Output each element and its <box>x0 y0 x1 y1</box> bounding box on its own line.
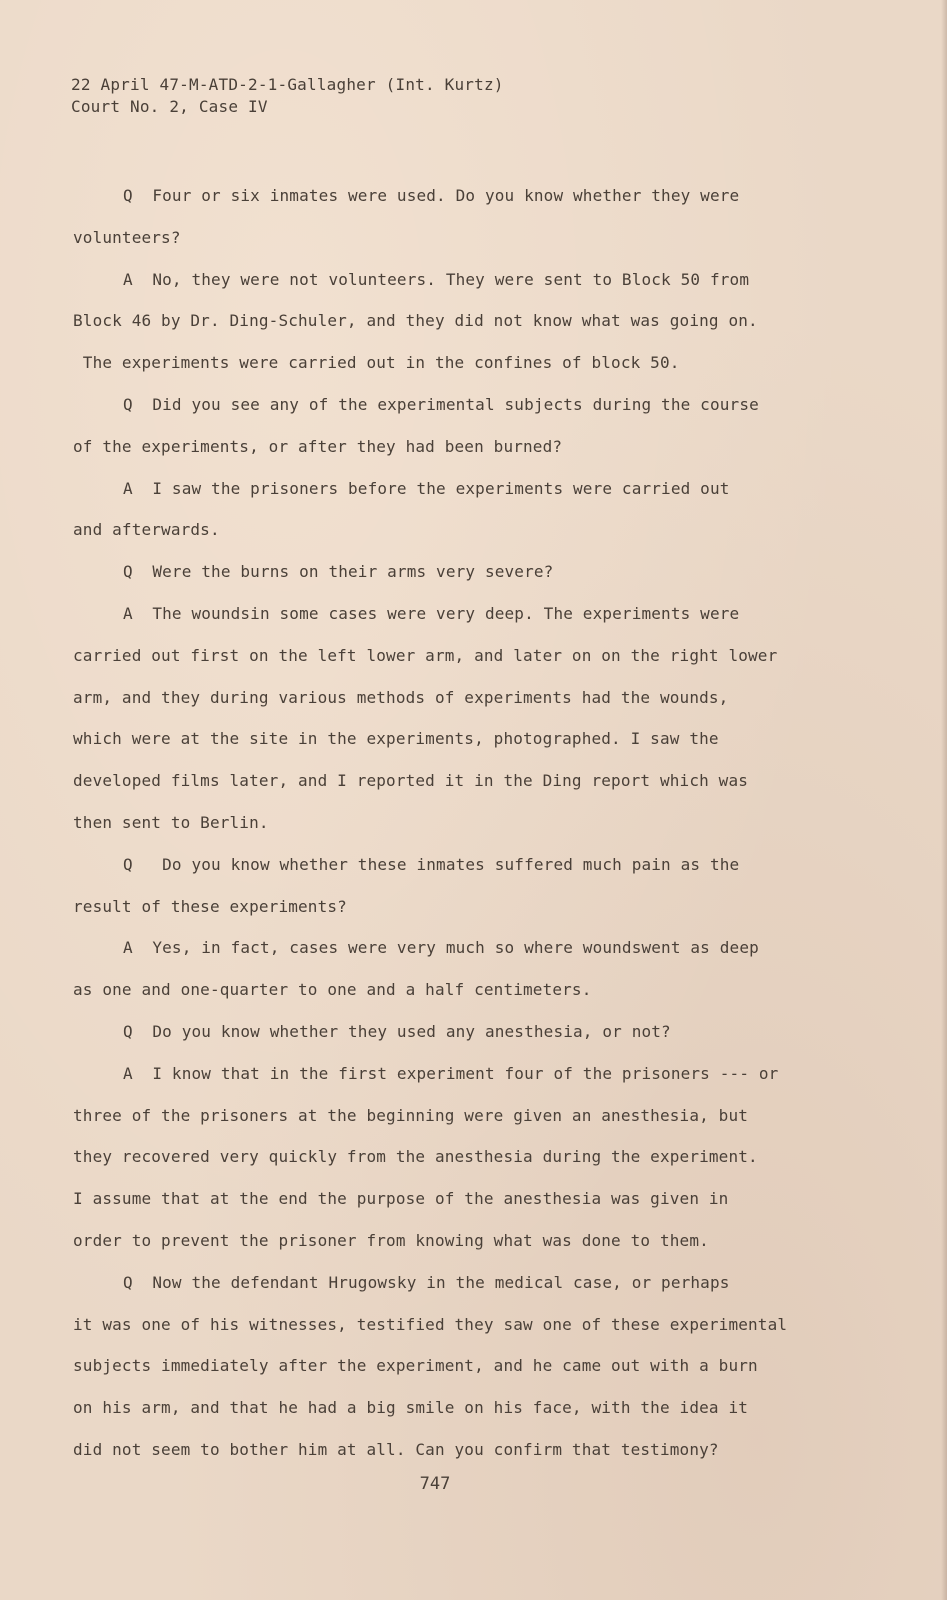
transcript-line: they recovered very quickly from the anesthesia during the experiment. <box>73 1147 758 1167</box>
transcript-line: of the experiments, or after they had been burned? <box>73 436 563 456</box>
transcript-line: subjects immediately after the experiment, and he came out with a burn <box>73 1356 758 1376</box>
transcript-line: Q Four or six inmates were used. Do you know whether they were <box>123 186 740 205</box>
transcript-paragraph <box>73 1011 833 1053</box>
transcript-paragraph <box>73 1053 833 1262</box>
transcript-line: I assume that at the end the purpose of the anesthesia was given in <box>73 1189 729 1209</box>
transcript-line: Q Did you see any of the experimental subjects during the course <box>123 394 759 414</box>
transcript-paragraph <box>73 551 833 593</box>
transcript-line: it was one of his witnesses, testified they saw one of these experimental <box>73 1314 788 1334</box>
transcript-line: developed films later, and I reported it in the Ding report which was <box>73 771 749 791</box>
transcript-line: Q Were the burns on their arms very severe? <box>123 562 554 582</box>
page-number: 747 <box>419 1474 451 1494</box>
transcript-line: Q Now the defendant Hrugowsky in the medical case, or perhaps <box>123 1272 730 1292</box>
transcript-line: which were at the site in the experiments, photographed. I saw the <box>73 729 719 749</box>
transcript-line: Q Do you know whether they used any anesthesia, or not? <box>123 1021 671 1041</box>
transcript-line: then sent to Berlin. <box>73 812 269 832</box>
transcript-line: carried out first on the left lower arm, and later on on the right lower <box>73 645 778 665</box>
transcript-line: three of the prisoners at the beginning were given an anesthesia, but <box>73 1105 749 1125</box>
transcript-line: The experiments were carried out in the confines of block 50. <box>73 353 680 373</box>
transcript-line: A Yes, in fact, cases were very much so where woundswent as deep <box>123 938 759 958</box>
transcript-line: A No, they were not volunteers. They were sent to Block 50 from <box>123 269 750 289</box>
transcript-line: arm, and they during various methods of experiments had the wounds, <box>73 687 729 707</box>
transcript-line: as one and one-quarter to one and a half centimeters. <box>73 980 592 1000</box>
header-line-2: Court No. 2, Case IV <box>71 97 268 116</box>
transcript-line: on his arm, and that he had a big smile on his face, with the idea it <box>73 1398 749 1418</box>
transcript-paragraph <box>73 1262 833 1471</box>
document-header <box>71 74 504 118</box>
transcript-line: order to prevent the prisoner from knowing what was done to them. <box>73 1230 709 1250</box>
transcript-paragraph <box>73 844 833 928</box>
transcript-paragraph <box>73 259 833 384</box>
transcript-line: and afterwards. <box>73 520 220 540</box>
transcript-paragraph <box>73 175 833 259</box>
transcript-line: did not seem to bother him at all. Can you confirm that testimony? <box>73 1439 719 1459</box>
transcript-paragraph <box>73 927 833 1011</box>
transcript-line: A The woundsin some cases were very deep. The experiments were <box>123 603 740 623</box>
transcript-paragraph <box>73 593 833 844</box>
transcript-line: A I know that in the first experiment four of the prisoners --- or <box>123 1063 779 1083</box>
page-edge-shadow <box>941 0 947 1600</box>
header-line-1: 22 April 47-M-ATD-2-1-Gallagher (Int. Kurtz) <box>71 75 504 94</box>
transcript-line: volunteers? <box>73 227 181 247</box>
transcript-line: result of these experiments? <box>73 896 347 916</box>
transcript-body <box>73 175 833 1471</box>
transcript-line: Block 46 by Dr. Ding-Schuler, and they did not know what was going on. <box>73 311 758 331</box>
transcript-paragraph <box>73 384 833 468</box>
transcript-line: Q Do you know whether these inmates suffered much pain as the <box>123 854 740 874</box>
transcript-paragraph <box>73 468 833 552</box>
transcript-line: A I saw the prisoners before the experiments were carried out <box>123 478 730 498</box>
